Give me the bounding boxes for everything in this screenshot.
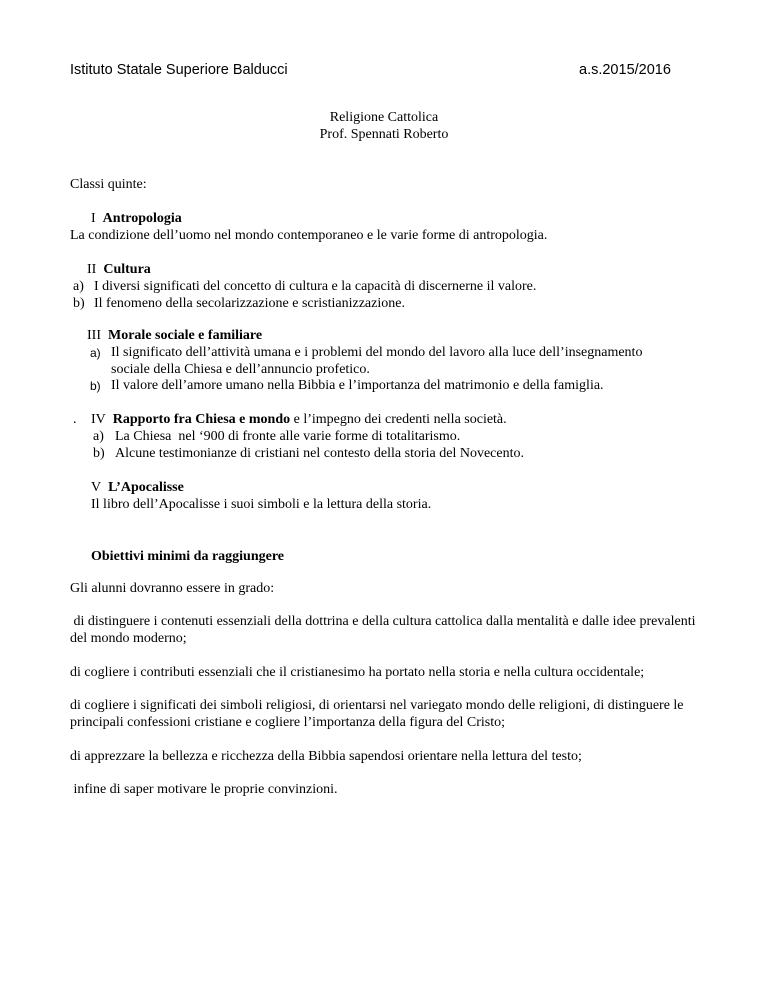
section-heading <box>91 479 184 496</box>
list-item-text: Il significato dell’attività umana e i problemi del mondo del lavoro alla luce dell’insegnamento <box>111 345 643 360</box>
section-title-suffix: e l’impegno dei credenti nella società. <box>293 412 507 427</box>
school-year: a.s.2015/2016 <box>579 62 671 78</box>
list-item-text: Il fenomeno della secolarizzazione e scristianizzazione. <box>94 296 405 311</box>
objective-item: di cogliere i contributi essenziali che il cristianesimo ha portato nella storia e nella cultura occidentale; <box>70 665 645 680</box>
section-numeral: III <box>87 328 101 343</box>
objectives-intro: Gli alunni dovranno essere in grado: <box>70 581 275 596</box>
list-marker: b) <box>93 446 105 461</box>
list-marker: b) <box>73 296 85 311</box>
section-title: Cultura <box>103 262 151 277</box>
school-name: Istituto Statale Superiore Balducci <box>70 62 288 78</box>
section-title: Antropologia <box>102 211 182 226</box>
section-title: L’Apocalisse <box>108 480 184 495</box>
section-text: La condizione dell’uomo nel mondo contemporaneo e le varie forme di antropologia. <box>70 228 548 243</box>
section-heading <box>91 411 507 428</box>
section-numeral: V <box>91 480 102 495</box>
list-item-text: La Chiesa nel ‘900 di fronte alle varie forme di totalitarismo. <box>115 429 461 444</box>
classes-label: Classi quinte: <box>70 177 147 192</box>
section-heading <box>91 210 182 227</box>
objectives-heading: Obiettivi minimi da raggiungere <box>91 549 285 564</box>
objective-item: di distinguere i contenuti essenziali della dottrina e della cultura cattolica dalla mentalità e dalle idee prevalenti del mondo moderno; <box>70 614 699 646</box>
list-marker: a) <box>93 429 104 444</box>
section-title: Morale sociale e familiare <box>108 328 263 343</box>
objective-item: di cogliere i significati dei simboli religiosi, di orientarsi nel variegato mondo delle religioni, di distinguere le principali confessioni cristiane e cogliere l’importanza della figura del Cristo; <box>70 698 684 730</box>
list-item-text: Il valore dell’amore umano nella Bibbia e l’importanza del matrimonio e della famiglia. <box>111 378 604 393</box>
list-marker: a) <box>73 279 84 294</box>
list-marker: a) <box>90 346 101 360</box>
section-heading <box>87 327 262 344</box>
section-prefix: . <box>73 412 77 427</box>
section-title: Rapporto fra Chiesa e mondo <box>112 412 291 427</box>
teacher-name: Prof. Spennati Roberto <box>319 127 449 142</box>
list-marker: b) <box>90 379 101 393</box>
section-numeral: IV <box>91 412 106 427</box>
list-item-text-continued: sociale della Chiesa e dell’annuncio profetico. <box>111 362 370 377</box>
subject-title: Religione Cattolica <box>329 110 439 125</box>
section-numeral: I <box>91 211 96 226</box>
section-numeral: II <box>87 262 97 277</box>
list-item-text: Alcune testimonianze di cristiani nel contesto della storia del Novecento. <box>115 446 524 461</box>
section-text: Il libro dell’Apocalisse i suoi simboli e la lettura della storia. <box>91 497 432 512</box>
objective-item: di apprezzare la bellezza e ricchezza della Bibbia sapendosi orientare nella lettura del testo; <box>70 749 582 764</box>
list-item-text: I diversi significati del concetto di cultura e la capacità di discernerne il valore. <box>94 279 537 294</box>
section-heading <box>87 261 151 278</box>
objective-item: infine di saper motivare le proprie convinzioni. <box>70 782 338 797</box>
